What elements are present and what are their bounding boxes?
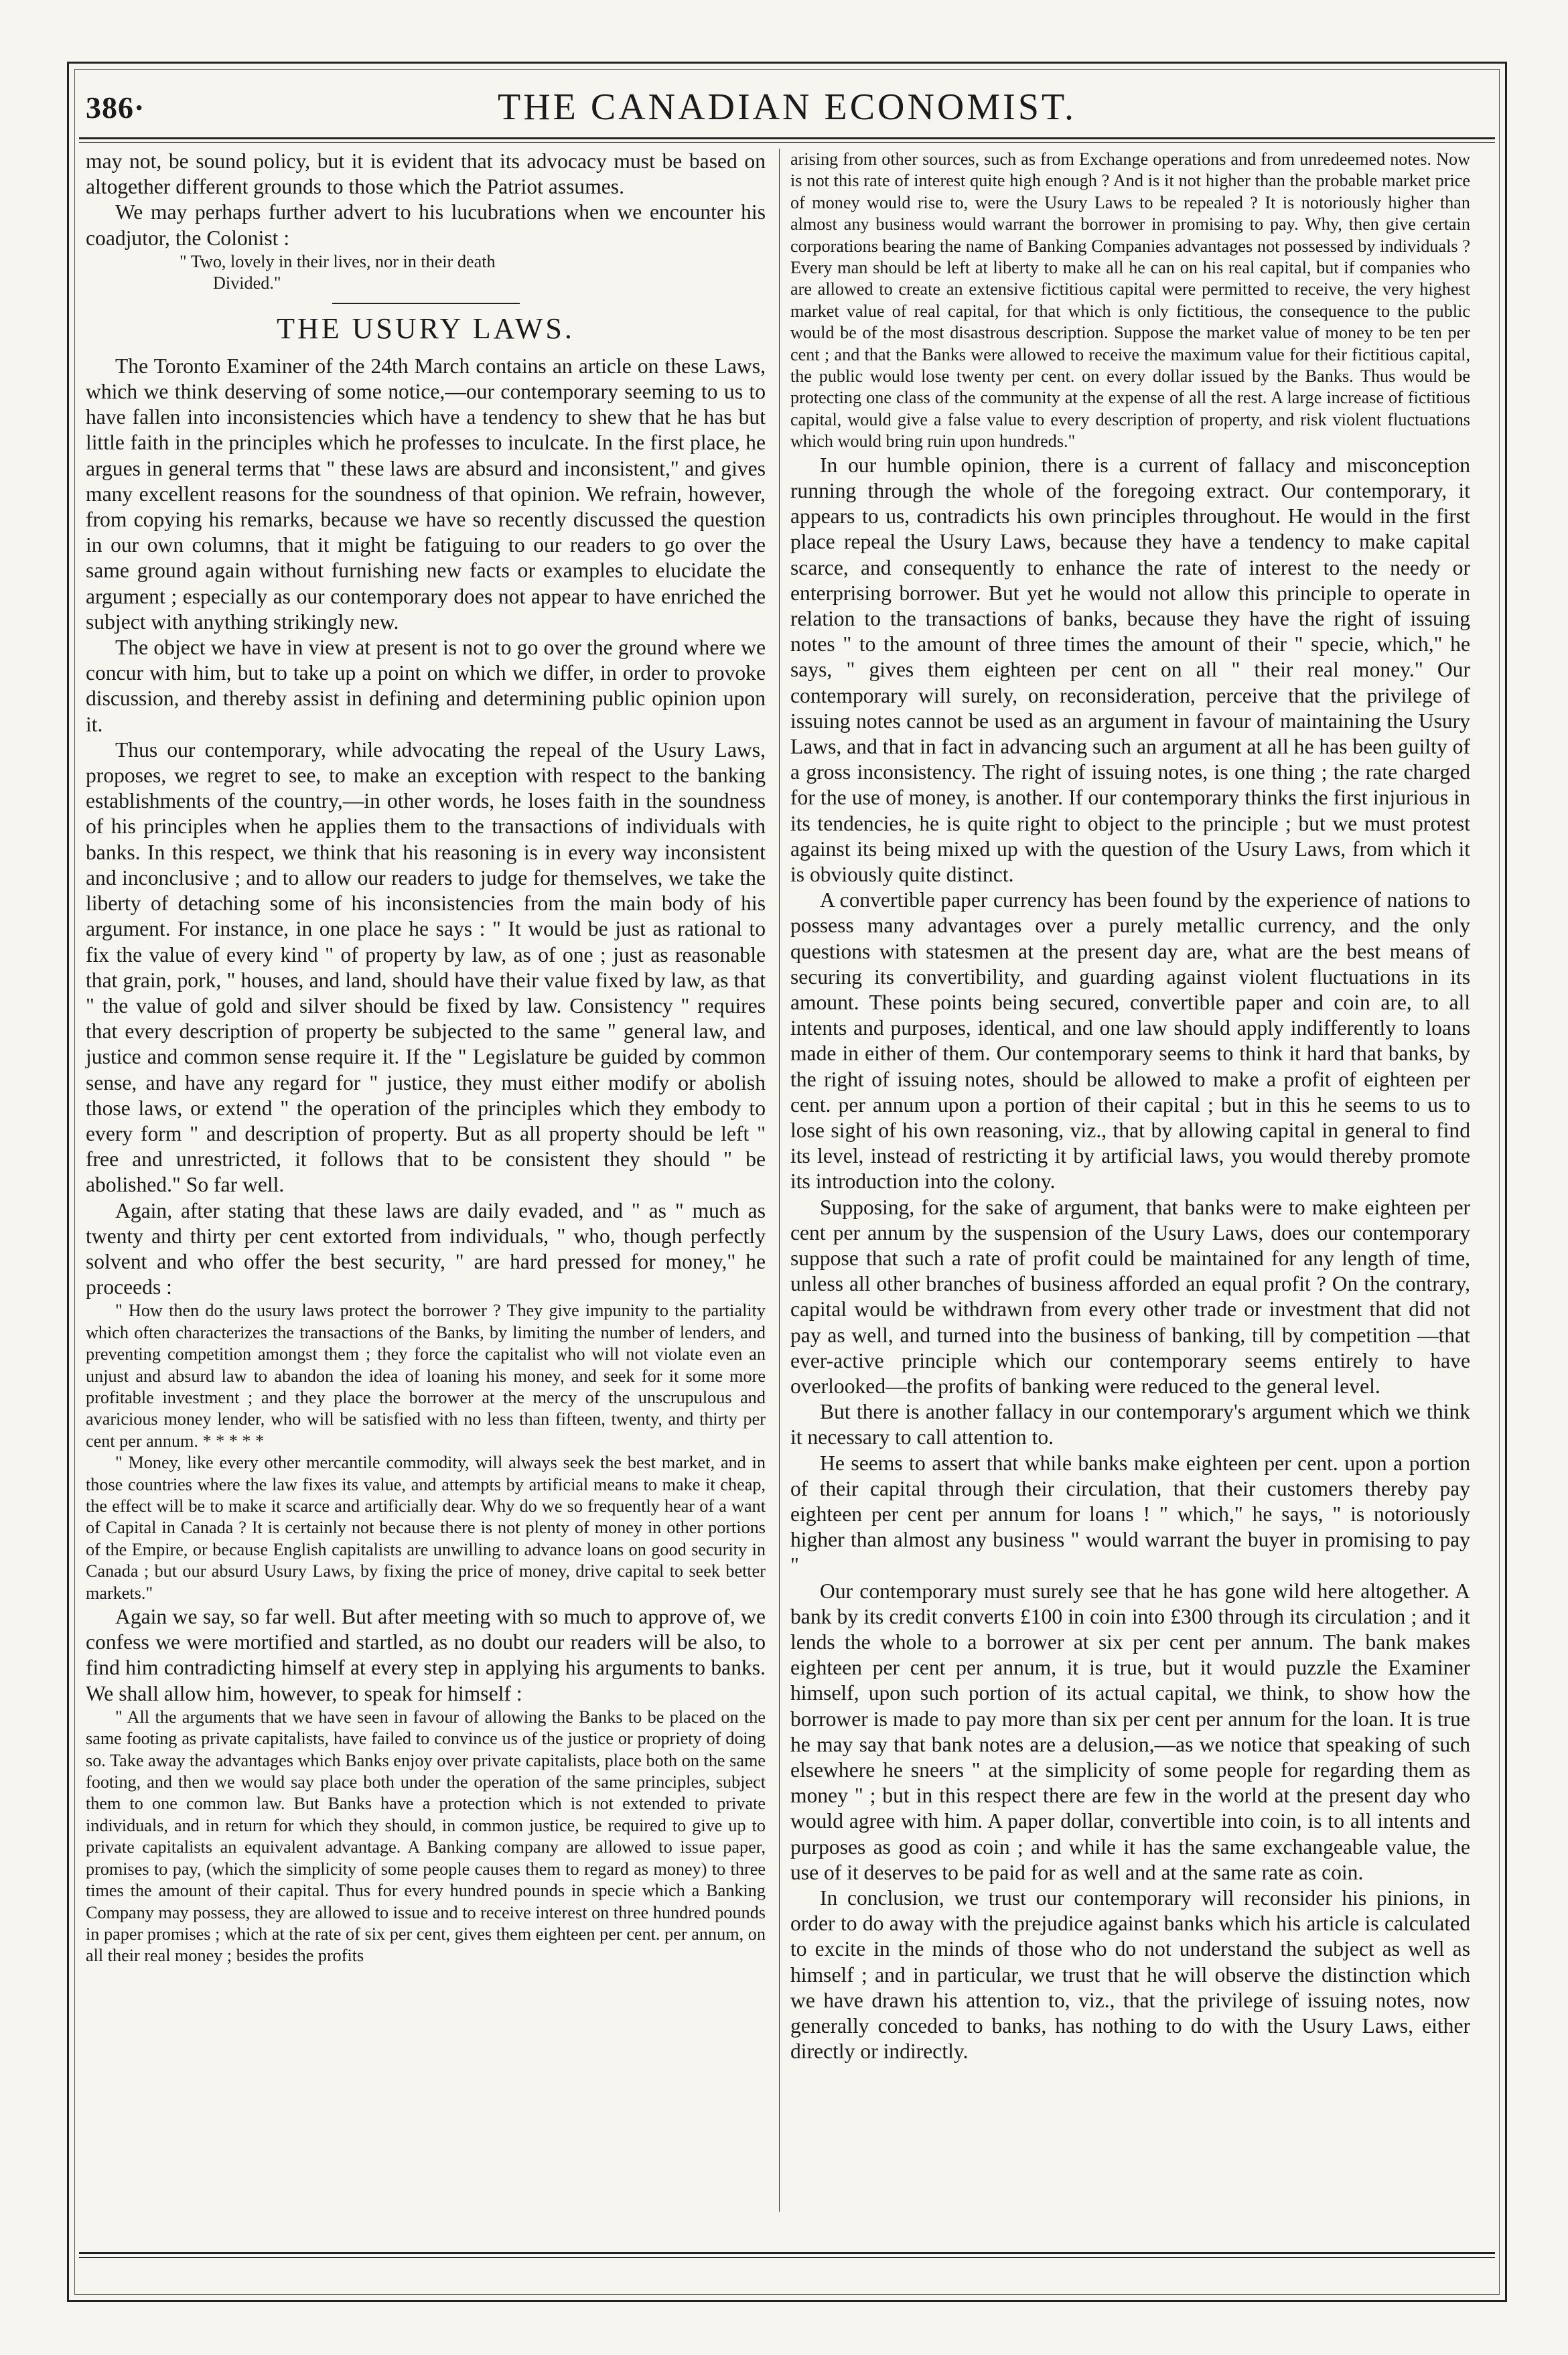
article-paragraph: Again, after stating that these laws are daily evaded, and " as " much as twenty and thirty per cent extorted from individuals, " who, though perfectly solvent and who offer the best security, " are hard pressed for money," he proceeds :: [86, 1198, 766, 1299]
header-rule-thin: [79, 142, 1495, 143]
verse-line: " Two, lovely in their lives, nor in their death: [180, 251, 496, 271]
footer-rule-thin: [79, 2257, 1495, 2258]
block-quote: " How then do the usury laws protect the borrower ? They give impunity to the partiality which often characterizes the transactions of the Banks, by limiting the number of lenders, and preventing competition amongst them ; they force the capitalist who will not violate even an unjust and absurd law to abandon the idea of loaning his money, and seek for it some more profitable investment ; and they place the borrower at the mercy of the unscrupulous and avaricious money lender, who will be satisfied with no less than fifteen, twenty, and thirty per cent per annum. * * * * *: [86, 1301, 766, 1451]
article-paragraph: In our humble opinion, there is a current of fallacy and misconception running through the whole of the foregoing extract. Our contemporary, it appears to us, contradicts his own principles throughout. He would in the first place repeal the Usury Laws, because they have a tendency to make capital scarce, and consequently to enhance the rate of interest to the needy or enterprising borrower. But yet he would not allow this principle to operate in relation to the transactions of banks, because they have the right of issuing notes " to the amount of three times the amount of their " specie, which," he says, " gives them eighteen per cent on all " their real money." Our contemporary will surely, on reconsideration, perceive that the privilege of issuing notes cannot be used as an argument in favour of maintaining the Usury Laws, and that in fact in advancing such an argument at all he has been guilty of a gross inconsistency. The right of issuing notes, is one thing ; the rate charged for the use of money, is another. If our contemporary thinks the first injurious in its tendencies, he is quite right to object to the principle ; but we must protest against its being mixed up with the question of the Usury Laws, from which it is obviously quite distinct.: [790, 453, 1470, 886]
intro-paragraph: may not, be sound policy, but it is evident that its advocacy must be based on altogether different grounds to those which the Patriot assumes.: [86, 149, 766, 199]
left-column: [86, 149, 766, 2269]
header-rule: [79, 137, 1495, 139]
verse-line: Divided.": [213, 273, 281, 293]
masthead-title: THE CANADIAN ECONOMIST.: [497, 86, 1077, 128]
page-header: [79, 86, 1495, 133]
page-number: 386·: [86, 90, 145, 125]
article-paragraph: In conclusion, we trust our contemporary will reconsider his pinions, in order to do away with the prejudice against banks which his article is calculated to excite in the minds of those who do not understand the subject as well as himself ; and in particular, we trust that he will observe the distinction which we have drawn his attention to, viz., that the privilege of issuing notes, now generally conceded to banks, has nothing to do with the Usury Laws, either directly or indirectly.: [790, 1886, 1470, 2064]
section-divider: [332, 303, 520, 304]
block-quote-continuation: arising from other sources, such as from Exchange operations and from unredeemed notes. Now is not this rate of interest quite high enough ? And is it not higher than the probable market price of money would rise to, were the Usury Laws to be repealed ? It is notoriously higher than almost any business would warrant the borrower in promising to pay. Why, then give certain corporations bearing the name of Banking Companies advantages not possessed by individuals ? Every man should be left at liberty to make all he can on his real capital, but if companies who are allowed to create an extensive fictitious capital were permitted to receive, the very highest market value of real capital, for that which is only fictitious, the consequence to the public would be of the most disastrous description. Suppose the market value of money to be ten per cent ; and that the Banks were allowed to receive the maximum value for their fictitious capital, the public would lose twenty per cent. on every dollar issued by the Banks. Thus would be protecting one class of the community at the expense of all the rest. A large increase of fictitious capital, would give a false value to every description of property, and risk violent fluctuations which would bring ruin upon hundreds.": [790, 149, 1470, 451]
footer-rule: [79, 2252, 1495, 2254]
article-paragraph: He seems to assert that while banks make eighteen per cent. upon a portion of their capital through their circulation, that their customers thereby pay eighteen per cent per annum for loans ! " which," he says, " is notoriously higher than almost any business " would warrant the buyer in promising to pay ": [790, 1451, 1470, 1577]
right-column: [790, 149, 1470, 2269]
block-quote: " Money, like every other mercantile commodity, will always seek the best market, and in those countries where the law fixes its value, and attempts by artificial means to make it cheap, the effect will be to make it scarce and artificially dear. Why do we so frequently hear of a want of Capital in Canada ? It is certainly not because there is not plenty of money in other portions of the Empire, or because English capitalists are unwilling to advance loans on good security in Canada ; but our absurd Usury Laws, by fixing the price of money, drive capital to seek better markets.": [86, 1453, 766, 1603]
block-quote: " All the arguments that we have seen in favour of allowing the Banks to be placed on the same footing as private capitalists, have failed to convince us of the justice or propriety of doing so. Take away the advantages which Banks enjoy over private capitalists, place both on the same footing, and then we would say place both under the operation of the same principles, subject them to one common law. But Banks have a protection which is not extended to private individuals, and in return for which they should, in common justice, be required to give up to private capitalists an equivalent advantage. A Banking company are allowed to issue paper, promises to pay, (which the simplicity of some people causes them to regard as money) to three times the amount of their capital. Thus for every hundred pounds in specie which a Banking Company may possess, they are allowed to issue and to receive interest on three hundred pounds in paper promises ; which at the rate of six per cent, gives them eighteen per cent. per annum, on all their real money ; besides the profits: [86, 1707, 766, 1966]
article-paragraph: Supposing, for the sake of argument, that banks were to make eighteen per cent per annum by the suspension of the Usury Laws, does our contemporary suppose that such a rate of profit could be maintained for any length of time, unless all other branches of business afforded an equal profit ? On the contrary, capital would be withdrawn from every other trade or investment that did not pay as well, and turned into the business of banking, till by competition —that ever-active principle which our contemporary seems entirely to have overlooked—the profits of banking were reduced to the general level.: [790, 1195, 1470, 1398]
article-paragraph: But there is another fallacy in our contemporary's argument which we think it necessary to call attention to.: [790, 1400, 1470, 1449]
article-paragraph: The object we have in view at present is not to go over the ground where we concur with him, but to take up a point on which we differ, in order to provoke discussion, and thereby assist in defining and determining public opinion upon it.: [86, 636, 766, 736]
article-paragraph: Thus our contemporary, while advocating the repeal of the Usury Laws, proposes, we regret to see, to make an exception with respect to the banking establishments of the country,—in other words, he loses faith in the soundness of his principles when he applies them to the transactions of individuals with banks. In this respect, we think that his reasoning is in every way inconsistent and inconclusive ; and to allow our readers to judge for themselves, we take the liberty of detaching some of his inconsistencies from the main body of his argument. For instance, in one place he says : " It would be just as rational to fix the value of every kind " of property by law, as of one ; just as reasonable that grain, pork, " houses, and land, should have their value fixed by law, as that " the value of gold and silver should be fixed by law. Consistency " requires that every description of property be subjected to the same " general law, and justice and common sense require it. If the " Legislature be guided by common sense, and have any regard for " justice, they must either modify or abolish those laws, or extend " the operation of the principles which they embody to every form " and description of property. But as all property should be left " free and unrestricted, it follows that to be consistent they should " be abolished." So far well.: [86, 737, 766, 1197]
article-paragraph: A convertible paper currency has been found by the experience of nations to possess many advantages over a purely metallic currency, and the only questions with statesmen at the present day are, what are the best means of securing its convertibility, and guarding against violent fluctuations in its amount. These points being secured, convertible paper and coin are, to all intents and purposes, identical, and one law should apply indifferently to loans made in either of them. Our contemporary seems to think it hard that banks, by the right of issuing notes, should be allowed to make a profit of eighteen per cent. per annum upon a portion of their capital ; but in this he seems to us to lose sight of his own reasoning, viz., that by allowing capital in general to find its level, instead of restricting it by artificial laws, you would thereby promote its introduction into the colony.: [790, 888, 1470, 1194]
column-divider: [779, 149, 780, 2212]
article-paragraph: Again we say, so far well. But after meeting with so much to approve of, we confess we were mortified and startled, as no doubt our readers will be also, to find him contradicting himself at every step in applying his arguments to banks. We shall allow him, however, to speak for himself :: [86, 1605, 766, 1705]
coadjutor-paragraph: We may perhaps further advert to his lucubrations when we encounter his coadjutor, the Colonist :: [86, 200, 766, 250]
article-paragraph: The Toronto Examiner of the 24th March contains an article on these Laws, which we think deserving of some notice,—our contemporary seeming to us to have fallen into inconsistencies which have a tendency to shew that he has but little faith in the principles which he professes to inculcate. In the first place, he argues in general terms that " these laws are absurd and inconsistent," and gives many excellent reasons for the soundness of that opinion. We refrain, however, from copying his remarks, because we have so recently discussed the question in our own columns, that it might be fatiguing to our readers to go over the same ground again without furnishing new facts or examples to elucidate the argument ; especially as our contemporary does not appear to have enriched the subject with anything strikingly new.: [86, 354, 766, 634]
article-title: THE USURY LAWS.: [277, 311, 575, 345]
article-paragraph: Our contemporary must surely see that he has gone wild here altogether. A bank by its credit converts £100 in coin into £300 through its circulation ; and it lends the whole to a borrower at six per cent per annum. The bank makes eighteen per cent per annum, it is true, but it would puzzle the Examiner himself, upon such portion of its actual capital, we think, to show how the borrower is made to pay more than six per cent per annum for the loan. It is true he may say that bank notes are a delusion,—as we notice that speaking of such elsewhere he sneers " at the simplicity of some people for regarding them as money " ; but in this respect there are few in the world at the present day who would agree with him. A paper dollar, convertible into coin, is to all intents and purposes as good as coin ; and while it has the same exchangeable value, the use of it deserves to be paid for as well and at the same rate as coin.: [790, 1579, 1470, 1884]
